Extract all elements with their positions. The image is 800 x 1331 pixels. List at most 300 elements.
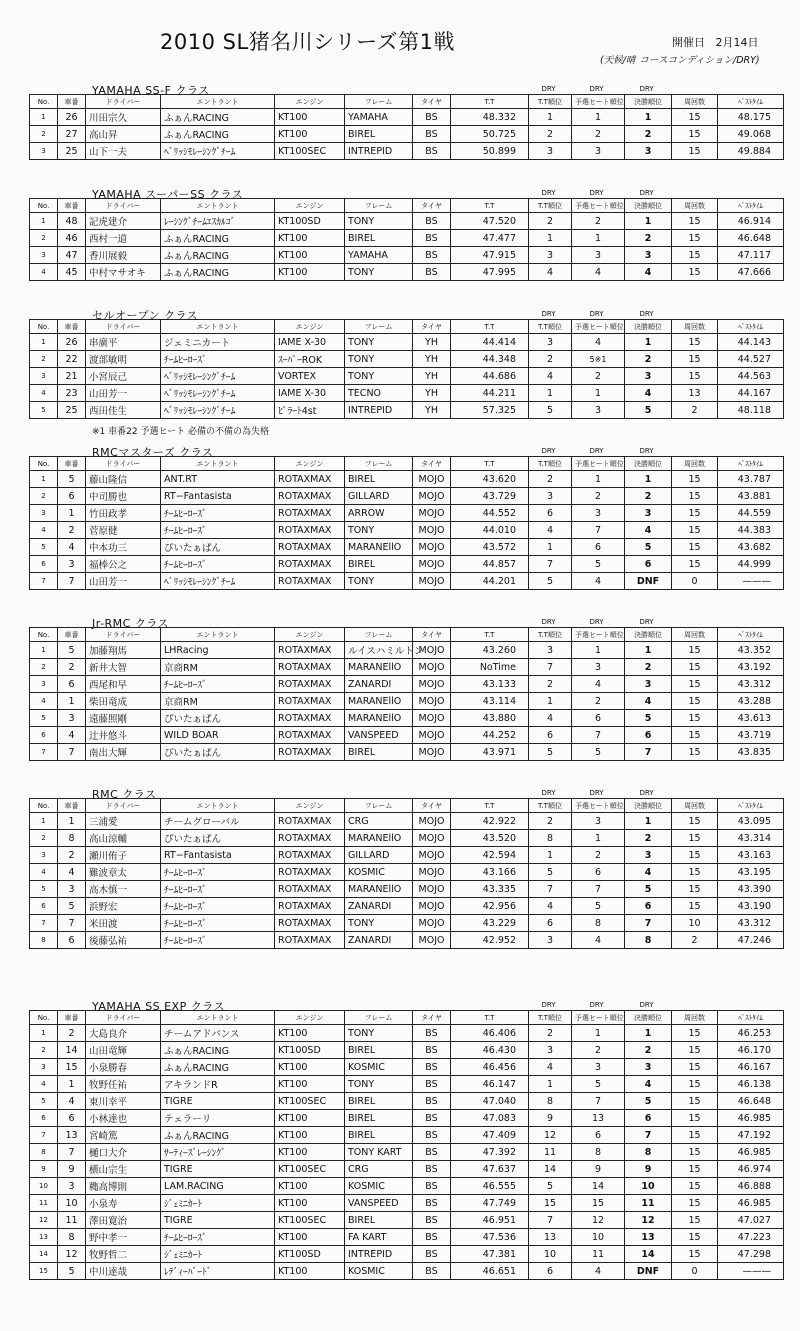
table-row [30, 932, 784, 949]
col-tt: 57.325 [451, 402, 529, 419]
col-heat-rank-header: 予選ヒート順位 [572, 628, 625, 642]
col-tt-rank: 1 [529, 693, 572, 710]
col-engine: ROTAXMAX [275, 471, 345, 488]
dry-label: DRY [589, 189, 604, 197]
col-final-rank: 5 [625, 881, 672, 898]
col-heat-rank: 4 [572, 264, 625, 281]
col-engine: KT100 [275, 1076, 345, 1093]
col-tt: 44.414 [451, 334, 529, 351]
col-entrant: ANT.RT [161, 471, 275, 488]
col-car-number: 10 [58, 1195, 86, 1212]
col-tt-rank: 3 [529, 642, 572, 659]
table-row [30, 471, 784, 488]
col-driver: 南出大輝 [86, 744, 161, 761]
col-final-rank: 3 [625, 1059, 672, 1076]
col-tt-rank: 3 [529, 932, 572, 949]
table-row [30, 402, 784, 419]
col-entrant: ぴいたぁぱん [161, 539, 275, 556]
col-tt-rank: 12 [529, 1127, 572, 1144]
col-final-rank: 6 [625, 556, 672, 573]
col-tt-rank: 4 [529, 368, 572, 385]
col-no: 11 [30, 1195, 58, 1212]
col-no: 7 [30, 573, 58, 590]
col-no: 1 [30, 1025, 58, 1042]
col-car-number: 2 [58, 659, 86, 676]
col-laps: 10 [672, 915, 718, 932]
col-frame: VANSPEED [345, 1195, 413, 1212]
col-final-rank: 14 [625, 1246, 672, 1263]
col-driver: 山田竜輝 [86, 1042, 161, 1059]
col-frame: MARANEllO [345, 693, 413, 710]
col-no: 5 [30, 881, 58, 898]
table-row [30, 334, 784, 351]
dry-label: DRY [639, 789, 654, 797]
col-entrant: チームグローバル [161, 813, 275, 830]
col-engine: KT100SD [275, 1042, 345, 1059]
col-frame: MARANEllO [345, 539, 413, 556]
col-no-header: No. [30, 320, 58, 334]
col-tt-rank: 2 [529, 213, 572, 230]
col-laps: 0 [672, 1263, 718, 1280]
col-tt: 47.477 [451, 230, 529, 247]
col-engine: KT100 [275, 1178, 345, 1195]
col-driver: 穐高博則 [86, 1178, 161, 1195]
col-entrant: チームアドバンス [161, 1025, 275, 1042]
col-best-time-header: ﾍﾞｽﾄﾀｲﾑ [718, 628, 784, 642]
col-engine: ROTAXMAX [275, 830, 345, 847]
col-tt: 44.211 [451, 385, 529, 402]
col-final-rank: 6 [625, 898, 672, 915]
col-final-rank-header: 決勝順位 [625, 320, 672, 334]
col-frame: TECNO [345, 385, 413, 402]
col-tt-rank: 6 [529, 915, 572, 932]
col-final-rank: 7 [625, 744, 672, 761]
col-no: 6 [30, 898, 58, 915]
class-name: セルオープン クラス [92, 309, 199, 322]
col-heat-rank: 3 [572, 143, 625, 160]
col-tt: 43.880 [451, 710, 529, 727]
col-no: 3 [30, 505, 58, 522]
col-no: 3 [30, 143, 58, 160]
col-final-rank: 3 [625, 247, 672, 264]
col-entrant-header: エントラント [161, 320, 275, 334]
class-name: YAMAHA SS-F クラス [92, 84, 210, 97]
col-car-number: 1 [58, 813, 86, 830]
col-laps: 15 [672, 1178, 718, 1195]
col-no: 4 [30, 1076, 58, 1093]
col-driver: 高木慎一 [86, 881, 161, 898]
table-row [30, 659, 784, 676]
col-final-rank: 3 [625, 368, 672, 385]
col-heat-rank-header: 予選ヒート順位 [572, 1011, 625, 1025]
col-car-number: 6 [58, 676, 86, 693]
col-no: 10 [30, 1178, 58, 1195]
col-heat-rank: 14 [572, 1178, 625, 1195]
col-entrant: ﾁｰﾑﾋｰﾛｰｽﾞ [161, 556, 275, 573]
col-tire: BS [413, 1059, 451, 1076]
col-driver: 小泉寿 [86, 1195, 161, 1212]
col-engine: KT100 [275, 247, 345, 264]
col-car-number: 4 [58, 539, 86, 556]
col-entrant: ﾁｰﾑﾋｰﾛｰｽﾞ [161, 351, 275, 368]
col-driver: 瀬川侑子 [86, 847, 161, 864]
col-tt-rank: 4 [529, 264, 572, 281]
col-best-time: 46.253 [718, 1025, 784, 1042]
col-best-time: 43.613 [718, 710, 784, 727]
col-entrant: ぴいたぁぱん [161, 710, 275, 727]
col-best-time: 46.167 [718, 1059, 784, 1076]
col-car-number: 5 [58, 642, 86, 659]
col-best-time: 47.192 [718, 1127, 784, 1144]
col-entrant: RT−Fantasista [161, 488, 275, 505]
col-frame: CRG [345, 813, 413, 830]
dry-label: DRY [589, 85, 604, 93]
col-frame: ZANARDI [345, 676, 413, 693]
table-row [30, 143, 784, 160]
col-best-time: 44.999 [718, 556, 784, 573]
col-tt-rank: 2 [529, 676, 572, 693]
col-tt: 43.260 [451, 642, 529, 659]
col-car-number: 13 [58, 1127, 86, 1144]
col-final-rank: 4 [625, 864, 672, 881]
col-final-rank: 5 [625, 710, 672, 727]
results-table [29, 627, 784, 761]
col-no: 12 [30, 1212, 58, 1229]
col-tt-rank: 8 [529, 1093, 572, 1110]
table-row [30, 727, 784, 744]
col-car-number: 45 [58, 264, 86, 281]
col-best-time: 47.027 [718, 1212, 784, 1229]
col-tt-rank: 1 [529, 1076, 572, 1093]
col-engine: KT100SEC [275, 1093, 345, 1110]
col-heat-rank: 10 [572, 1229, 625, 1246]
col-best-time-header: ﾍﾞｽﾄﾀｲﾑ [718, 95, 784, 109]
col-tt-rank: 6 [529, 505, 572, 522]
col-heat-rank: 5 [572, 556, 625, 573]
col-entrant: ジェミニカート [161, 334, 275, 351]
col-car-number: 15 [58, 1059, 86, 1076]
col-final-rank: 2 [625, 351, 672, 368]
col-final-rank: 1 [625, 471, 672, 488]
col-no: 3 [30, 847, 58, 864]
col-best-time: 46.888 [718, 1178, 784, 1195]
col-no: 5 [30, 402, 58, 419]
col-engine: ROTAXMAX [275, 710, 345, 727]
col-engine: KT100 [275, 1263, 345, 1280]
col-entrant: ふぁんRACING [161, 1127, 275, 1144]
col-tt: 46.456 [451, 1059, 529, 1076]
col-best-time: 43.719 [718, 727, 784, 744]
col-tire: BS [413, 1263, 451, 1280]
col-no: 15 [30, 1263, 58, 1280]
col-tire: MOJO [413, 556, 451, 573]
col-car-number: 25 [58, 402, 86, 419]
col-engine: ROTAXMAX [275, 847, 345, 864]
col-car-number: 22 [58, 351, 86, 368]
col-tire: MOJO [413, 830, 451, 847]
table-row [30, 676, 784, 693]
table-row [30, 847, 784, 864]
col-car-number: 26 [58, 334, 86, 351]
col-best-time: 47.298 [718, 1246, 784, 1263]
col-best-time: 46.985 [718, 1195, 784, 1212]
col-tt: 44.348 [451, 351, 529, 368]
col-laps: 0 [672, 573, 718, 590]
col-best-time: 44.143 [718, 334, 784, 351]
col-frame: TONY [345, 1076, 413, 1093]
col-tire: MOJO [413, 573, 451, 590]
col-laps: 15 [672, 247, 718, 264]
col-no-header: No. [30, 1011, 58, 1025]
col-heat-rank: 1 [572, 230, 625, 247]
col-tt: 43.620 [451, 471, 529, 488]
col-tire: BS [413, 213, 451, 230]
col-best-time-header: ﾍﾞｽﾄﾀｲﾑ [718, 799, 784, 813]
col-frame: MARANEllO [345, 830, 413, 847]
col-tt-rank: 13 [529, 1229, 572, 1246]
col-best-time: 46.138 [718, 1076, 784, 1093]
col-laps: 15 [672, 351, 718, 368]
col-no: 1 [30, 642, 58, 659]
col-frame: FA KART [345, 1229, 413, 1246]
table-row [30, 1127, 784, 1144]
col-engine: ｽｰﾊﾟｰROK [275, 351, 345, 368]
col-final-rank: 2 [625, 1042, 672, 1059]
col-engine: ROTAXMAX [275, 898, 345, 915]
course-condition: コースコンディション/DRY) [639, 55, 760, 66]
col-frame: TONY [345, 915, 413, 932]
col-tt: 44.252 [451, 727, 529, 744]
col-final-rank: 4 [625, 264, 672, 281]
col-tt-rank: 5 [529, 864, 572, 881]
col-driver: 野中孝一 [86, 1229, 161, 1246]
col-heat-rank: 1 [572, 109, 625, 126]
col-best-time: 43.312 [718, 676, 784, 693]
col-entrant: TIGRE [161, 1161, 275, 1178]
col-best-time: 43.163 [718, 847, 784, 864]
col-final-rank: 9 [625, 1161, 672, 1178]
date-value: 2月14日 [715, 36, 759, 49]
col-heat-rank: 5 [572, 898, 625, 915]
col-final-rank: 5 [625, 539, 672, 556]
dry-label: DRY [589, 447, 604, 455]
col-best-time: 49.884 [718, 143, 784, 160]
col-no-header: No. [30, 199, 58, 213]
col-driver: 渡部敏明 [86, 351, 161, 368]
col-tt-rank: 3 [529, 247, 572, 264]
table-row [30, 1110, 784, 1127]
col-heat-rank: 4 [572, 334, 625, 351]
col-tire: BS [413, 1093, 451, 1110]
col-engine: KT100SEC [275, 1161, 345, 1178]
col-tt-rank: 1 [529, 385, 572, 402]
col-tt-rank: 1 [529, 230, 572, 247]
col-laps-header: 周回数 [672, 628, 718, 642]
col-entrant: ﾚﾃﾞｨｰﾊﾞｰﾄﾞ [161, 1263, 275, 1280]
col-engine: KT100 [275, 1127, 345, 1144]
col-laps: 15 [672, 126, 718, 143]
col-heat-rank: 3 [572, 402, 625, 419]
col-engine: KT100 [275, 1025, 345, 1042]
col-final-rank: 8 [625, 932, 672, 949]
col-engine: ROTAXMAX [275, 881, 345, 898]
col-heat-rank: 4 [572, 932, 625, 949]
col-laps: 15 [672, 676, 718, 693]
col-best-time: 47.117 [718, 247, 784, 264]
col-car-number: 9 [58, 1161, 86, 1178]
col-frame: BIREL [345, 1110, 413, 1127]
col-no: 7 [30, 1127, 58, 1144]
col-tire: BS [413, 1161, 451, 1178]
col-no: 1 [30, 471, 58, 488]
col-no: 3 [30, 368, 58, 385]
col-driver: 澤田寛治 [86, 1212, 161, 1229]
col-final-rank: 4 [625, 522, 672, 539]
col-final-rank: 3 [625, 676, 672, 693]
col-entrant: ﾁｰﾑﾋｰﾛｰｽﾞ [161, 505, 275, 522]
col-final-rank: 1 [625, 334, 672, 351]
col-entrant: ﾁｰﾑﾋｰﾛｰｽﾞ [161, 864, 275, 881]
col-frame: BIREL [345, 744, 413, 761]
col-laps-header: 周回数 [672, 95, 718, 109]
col-engine: KT100SEC [275, 1212, 345, 1229]
col-tt: 43.229 [451, 915, 529, 932]
col-tt: NoTime [451, 659, 529, 676]
col-tt-rank: 6 [529, 727, 572, 744]
col-tire-header: タイヤ [413, 199, 451, 213]
col-tt: 46.406 [451, 1025, 529, 1042]
col-final-rank: 2 [625, 830, 672, 847]
col-tt-rank: 5 [529, 402, 572, 419]
col-car-number: 7 [58, 915, 86, 932]
class-name: RMCマスターズ クラス [92, 446, 214, 459]
col-tt: 43.729 [451, 488, 529, 505]
col-no: 2 [30, 351, 58, 368]
dry-label: DRY [541, 789, 556, 797]
col-laps: 15 [672, 213, 718, 230]
col-driver: 遠藤照剛 [86, 710, 161, 727]
col-frame: BIREL [345, 1093, 413, 1110]
col-tire: MOJO [413, 881, 451, 898]
col-frame: BIREL [345, 471, 413, 488]
table-row [30, 230, 784, 247]
col-driver-header: ドライバー [86, 320, 161, 334]
col-laps: 15 [672, 556, 718, 573]
col-frame: ルイスハミルトン [345, 642, 413, 659]
col-driver: 後藤弘祐 [86, 932, 161, 949]
col-frame: BIREL [345, 1212, 413, 1229]
table-row [30, 830, 784, 847]
col-entrant: 京商RM [161, 659, 275, 676]
col-laps: 15 [672, 864, 718, 881]
col-driver: 中川達哉 [86, 1263, 161, 1280]
dry-label: DRY [541, 310, 556, 318]
col-tt-rank-header: T.T順位 [529, 799, 572, 813]
col-tire-header: タイヤ [413, 1011, 451, 1025]
col-laps: 15 [672, 813, 718, 830]
dry-label: DRY [541, 618, 556, 626]
col-tt-rank: 2 [529, 351, 572, 368]
col-entrant: ﾁｰﾑﾋｰﾛｰｽﾞ [161, 932, 275, 949]
col-tt-rank: 7 [529, 659, 572, 676]
col-engine: ROTAXMAX [275, 642, 345, 659]
col-final-rank: 4 [625, 385, 672, 402]
table-row [30, 264, 784, 281]
col-no: 1 [30, 813, 58, 830]
col-engine: ROTAXMAX [275, 915, 345, 932]
col-no: 2 [30, 488, 58, 505]
col-tire: BS [413, 1025, 451, 1042]
col-best-time: 44.383 [718, 522, 784, 539]
col-tire: MOJO [413, 727, 451, 744]
col-engine: ﾋﾟﾗｰﾄ4st [275, 402, 345, 419]
col-final-rank: 1 [625, 813, 672, 830]
col-no-header: No. [30, 799, 58, 813]
col-car-number: 47 [58, 247, 86, 264]
col-driver: 香川展毅 [86, 247, 161, 264]
col-tt-header: T.T [451, 628, 529, 642]
col-frame: TONY [345, 522, 413, 539]
dry-label: DRY [639, 310, 654, 318]
col-tt-rank: 11 [529, 1144, 572, 1161]
table-row [30, 1059, 784, 1076]
class-name: RMC クラス [92, 788, 157, 801]
table-row [30, 1025, 784, 1042]
col-car-number: 7 [58, 573, 86, 590]
col-engine: VORTEX [275, 368, 345, 385]
col-car-number: 3 [58, 710, 86, 727]
col-tt-rank: 3 [529, 1042, 572, 1059]
col-tire: BS [413, 143, 451, 160]
col-tt: 47.409 [451, 1127, 529, 1144]
header-row [30, 95, 784, 109]
col-driver: 宮崎篤 [86, 1127, 161, 1144]
col-final-rank: 6 [625, 727, 672, 744]
col-tire-header: タイヤ [413, 320, 451, 334]
col-driver: 横山宗生 [86, 1161, 161, 1178]
col-engine: ROTAXMAX [275, 813, 345, 830]
col-tire: BS [413, 1229, 451, 1246]
col-tire: MOJO [413, 744, 451, 761]
col-best-time-header: ﾍﾞｽﾄﾀｲﾑ [718, 320, 784, 334]
col-tt: 50.899 [451, 143, 529, 160]
col-driver: 西尾和早 [86, 676, 161, 693]
col-car-number: 46 [58, 230, 86, 247]
col-car-number: 5 [58, 471, 86, 488]
col-driver: 加藤翔馬 [86, 642, 161, 659]
col-engine-header: エンジン [275, 628, 345, 642]
col-entrant: ﾍﾞﾘｯｼﾓﾚｰｼﾝｸﾞﾁｰﾑ [161, 368, 275, 385]
col-laps: 13 [672, 385, 718, 402]
col-heat-rank: 2 [572, 368, 625, 385]
col-no: 3 [30, 247, 58, 264]
col-car-number-header: 車番 [58, 457, 86, 471]
col-final-rank-header: 決勝順位 [625, 457, 672, 471]
col-best-time: 43.312 [718, 915, 784, 932]
col-frame: TONY [345, 1025, 413, 1042]
col-heat-rank: 6 [572, 539, 625, 556]
col-heat-rank: 6 [572, 1127, 625, 1144]
col-best-time: 46.914 [718, 213, 784, 230]
col-driver: 菅原健 [86, 522, 161, 539]
col-engine: KT100 [275, 109, 345, 126]
col-tt-header: T.T [451, 1011, 529, 1025]
col-engine: ROTAXMAX [275, 573, 345, 590]
col-driver-header: ドライバー [86, 799, 161, 813]
col-best-time: 43.192 [718, 659, 784, 676]
col-best-time: 47.246 [718, 932, 784, 949]
col-engine: ROTAXMAX [275, 676, 345, 693]
